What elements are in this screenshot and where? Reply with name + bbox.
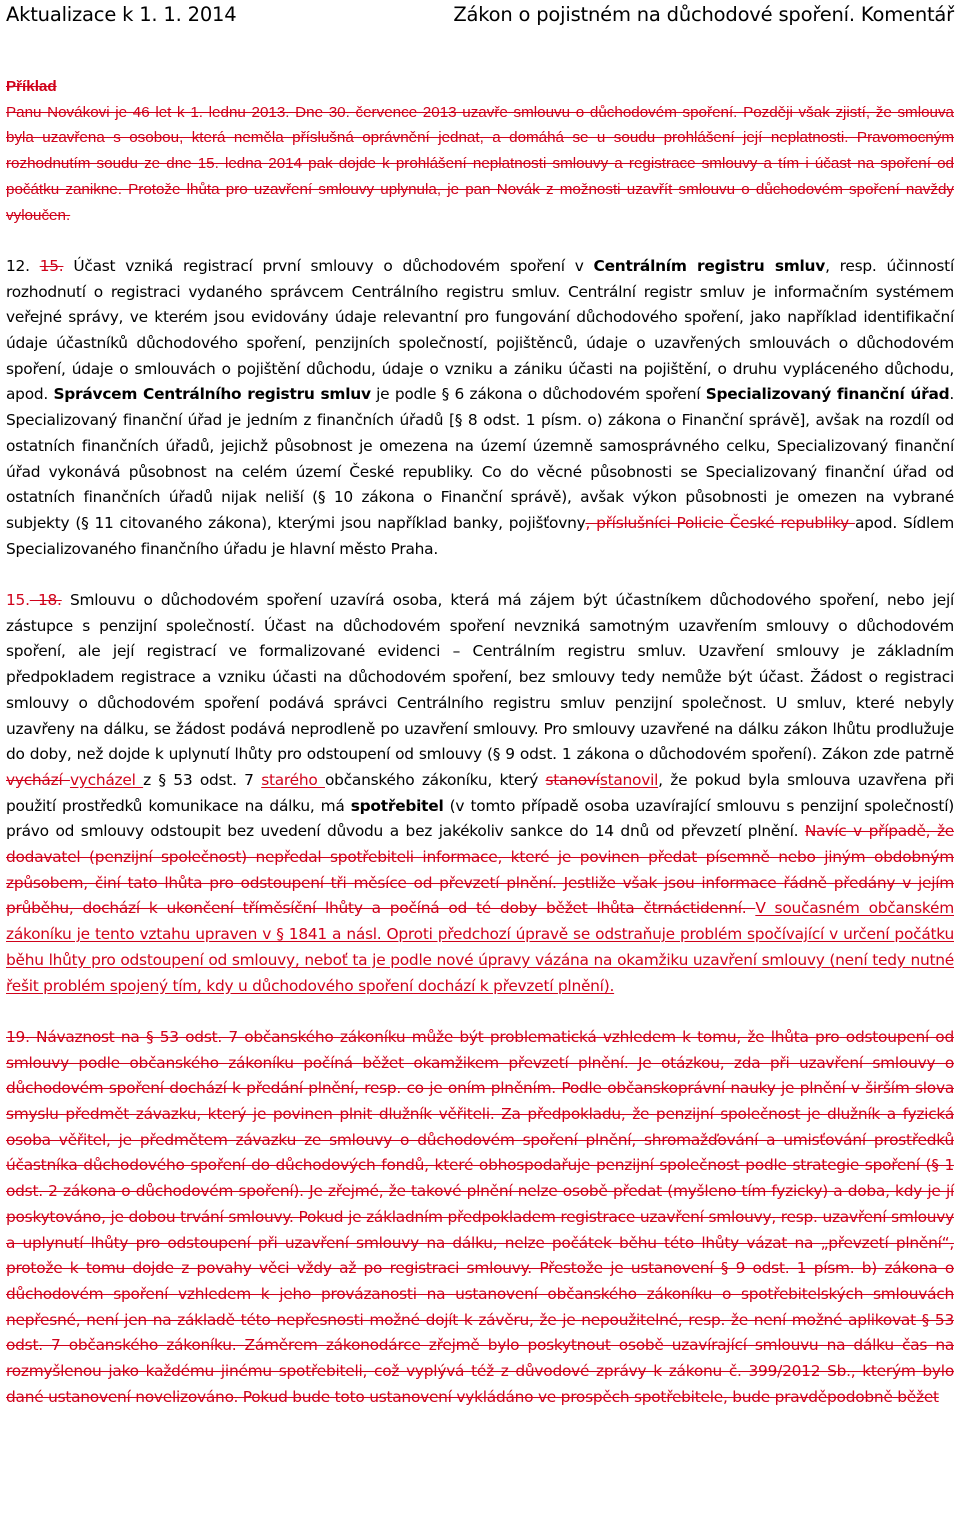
example-text: Panu Novákovi je 46 let k 1. lednu 2013. Dne 30. července 2013 uzavře smlouvu o důchodovém spoření. Později však zjistí, že smlouva byla uzavřena s osobou, která neměla příslušná oprávnění jednat, a domáhá se u soudu prohlášení její neplatnosti. Pravomocným rozhodnutím soudu ze dne 15. ledna 2014 pak dojde k prohlášení neplatnosti smlouvy a registrace smlouvy a tím i účast na spoření od počátku zanikne. Protože lhůta pro uzavření smlouvy uplynula, je pan Novák z možnosti uzavřít smlouvu o důchodovém spoření navždy vyloučen. bbox=[6, 103, 954, 224]
para15-inserted-4: V současném občanském zákoníku je tento vztahu upraven v § 1841 a násl. Oproti předchozí úpravě se odstraňuje problém spočívající v určení počátku běhu lhůty pro odstoupení od smlouvy, neboť ta je podle nové úpravy vázána na okamžiku uzavření smlouvy (není tedy nutné řešit problém spojený tím, kdy u důchodového spoření dochází k převzetí plnění). bbox=[6, 899, 954, 995]
para15-text-3: občanského zákoníku, který bbox=[325, 770, 546, 789]
para15-deleted-2: stanoví bbox=[545, 770, 600, 789]
para15-inserted-2: starého bbox=[261, 770, 326, 789]
para15-number-deleted: 18. bbox=[29, 591, 62, 610]
header-update-date: Aktualizace k 1. 1. 2014 bbox=[6, 3, 237, 26]
document-body bbox=[6, 74, 954, 1411]
para12-text-5: apod. Sídlem Specializovaného finančního úřadu je hlavní město Praha. bbox=[6, 513, 954, 558]
para15-inserted-3: stanovil bbox=[599, 770, 659, 789]
para15-deleted-3: Navíc v případě, že dodavatel (penzijní společnost) nepředal spotřebiteli informace, které je povinen předat písemně nebo jiným obdobným způsobem, činí tato lhůta pro odstoupení tři měsíce od převzetí plnění. Jestliže však jsou informace řádně předány v jejím průběhu, dochází k ukončení tříměsíční lhůty a počíná od té doby běžet lhůta čtrnáctidenní. bbox=[6, 822, 955, 918]
paragraph-19-deleted bbox=[6, 1025, 954, 1411]
para12-deleted-police: , příslušníci Policie České republiky bbox=[585, 513, 855, 532]
para12-number-new: 12. bbox=[6, 256, 30, 275]
paragraph-12 bbox=[6, 254, 954, 562]
para15-inserted-1: vycházel bbox=[69, 770, 144, 789]
para12-bold-registry: Centrálním registru smluv bbox=[593, 256, 826, 275]
para15-deleted-1: vychází bbox=[6, 770, 70, 789]
para12-text-1: Účast vzniká registrací první smlouvy o důchodovém spoření v bbox=[63, 256, 594, 275]
para15-text-1: Smlouvu o důchodovém spoření uzavírá osoba, která má zájem být účastníkem důchodového spoření, nebo její zástupce s penzijní společností. Účast na důchodovém spoření nevzniká samotným uzavřením smlouvy o důchodovém spoření, ale její registrací ve formalizované evidenci – Centrálním registru smluv. Uzavření smlouvy je základním předpokladem registrace a vzniku účasti na důchodovém spoření, bez smlouvy tedy nemůže být účast. Žádost o registraci smlouvy o důchodovém spoření podává správci Centrálního registru smluv penzijní společnost. U smluv, které nebyly uzavřeny na dálku, se žádost podává neprodleně po uzavření smlouvy. Pro smlouvy uzavřené na dálku zákon lhůtu prodlužuje do doby, než dojde k uplynutí lhůty pro odstoupení od smlouvy (§ 9 odst. 1 zákona o důchodovém spoření). Zákon zde patrně bbox=[6, 591, 954, 764]
para12-text-3: je podle § 6 zákona o důchodovém spoření bbox=[370, 385, 706, 404]
para15-bold-consumer: spotřebitel bbox=[350, 796, 444, 815]
example-title: Příklad bbox=[6, 78, 57, 95]
para15-number-new: 15. bbox=[6, 591, 30, 610]
para19-deleted-text: 19. Návaznost na § 53 odst. 7 občanského zákoníku může být problematická vzhledem k tomu, že lhůta pro odstoupení od smlouvy podle občanského zákoníku počíná běžet okamžikem převzetí plnění. Je otázkou, zda při uzavření smlouvy o důchodovém spoření dochází k předání plnění, resp. co je oním plněním. Podle občanskoprávní nauky je plnění v širším slova smyslu předmět závazku, který je povinen plnit dlužník věřiteli. Za předpokladu, že penzijní společnost je dlužník a fyzická osoba věřitel, je předmětem závazku ze smlouvy o důchodovém spoření plnění, shromažďování a umisťování prostředků účastníka důchodového spoření do důchodových fondů, které obhospodařuje penzijní společnost podle strategie spoření (§ 1 odst. 2 zákona o důchodovém spoření). Je zřejmé, že takové plnění nelze osobě předat (myšleno tím fyzicky) a doba, kdy je jí poskytováno, je dobou trvání smlouvy. Pokud je základním předpokladem registrace uzavření smlouvy, resp. uzavření smlouvy a uplynutí lhůty pro odstoupení při uzavření smlouvy na dálku, nelze počátek běhu této lhůty vázat na „převzetí plnění“, protože k tomu dojde z povahy věci vždy až po registraci smlouvy. Přestože je ustanovení § 9 odst. 1 písm. b) zákona o důchodovém spoření vzhledem k jeho provázanosti na ustanovení občanského zákoníku o spotřebitelských smlouvách nepřesné, není jen na základě této nepřesnosti možné dojít k závěru, že je nepoužitelné, resp. že není možné aplikovat § 53 odst. 7 občanského zákoníku. Záměrem zákonodárce zřejmě bylo poskytnout osobě uzavírající smlouvu na dálku čas na rozmyšlenou jako každému jinému spotřebiteli, což vyplývá též z důvodové zprávy k zákonu č. 399/2012 Sb., kterým bylo dané ustanovení novelizováno. Pokud bude toto ustanovení vykládáno ve prospěch spotřebitele, bude pravděpodobně běžet bbox=[6, 1027, 954, 1406]
example-box bbox=[6, 74, 954, 228]
para15-text-2: z § 53 odst. 7 bbox=[143, 770, 262, 789]
para12-bold-registry-admin: Správcem Centrálního registru smluv bbox=[53, 385, 371, 404]
para12-number-deleted: 15. bbox=[39, 256, 64, 275]
page-header bbox=[6, 3, 954, 31]
paragraph-15 bbox=[6, 588, 954, 999]
header-title: Zákon o pojistném na důchodové spoření. Komentář bbox=[453, 3, 954, 26]
para12-text-2: , resp. účinností rozhodnutí o registraci vydaného správcem Centrálního registru smluv. Centrální registr smluv je informačním systémem veřejné správy, ve kterém jsou evidovány údaje relevantní pro fungování důchodového spoření, jako například identifikační údaje účastníků důchodového spoření, penzijních společností, pojištěnců, údaje o uzavřených smlouvách o důchodovém spoření, údaje o smlouvách o pojištění důchodu, údaje o vzniku a zániku účasti na pojištění, o druhu vypláceného důchodu, apod. bbox=[6, 256, 954, 404]
para15-text-5: (v tomto případě osoba uzavírající smlouvu s penzijní společností) právo od smlouvy odstoupit bez uvedení důvodu a bez jakékoliv sankce do 14 dnů od převzetí plnění. bbox=[6, 796, 954, 841]
para12-text-4: . Specializovaný finanční úřad je jedním z finančních úřadů [§ 8 odst. 1 písm. o) zákona o Finanční správě], avšak na rozdíl od ostatních finančních úřadů, jejichž působnost je omezena na území územně samosprávného celku, Specializovaný finanční úřad vykonává působnost na celém území České republiky. Co do věcné působnosti se Specializovaný finanční úřad od ostatních finančních úřadů nijak neliší (§ 10 zákona o Finanční správě), avšak výkon působnosti je omezen na vybrané subjekty (§ 11 citovaného zákona), kterými jsou například banky, pojišťovny bbox=[6, 385, 955, 532]
para12-bold-tax-office: Specializovaný finanční úřad bbox=[705, 385, 950, 404]
para15-text-4: , že pokud byla smlouva uzavřena při použití prostředků komunikace na dálku, má bbox=[6, 770, 954, 815]
